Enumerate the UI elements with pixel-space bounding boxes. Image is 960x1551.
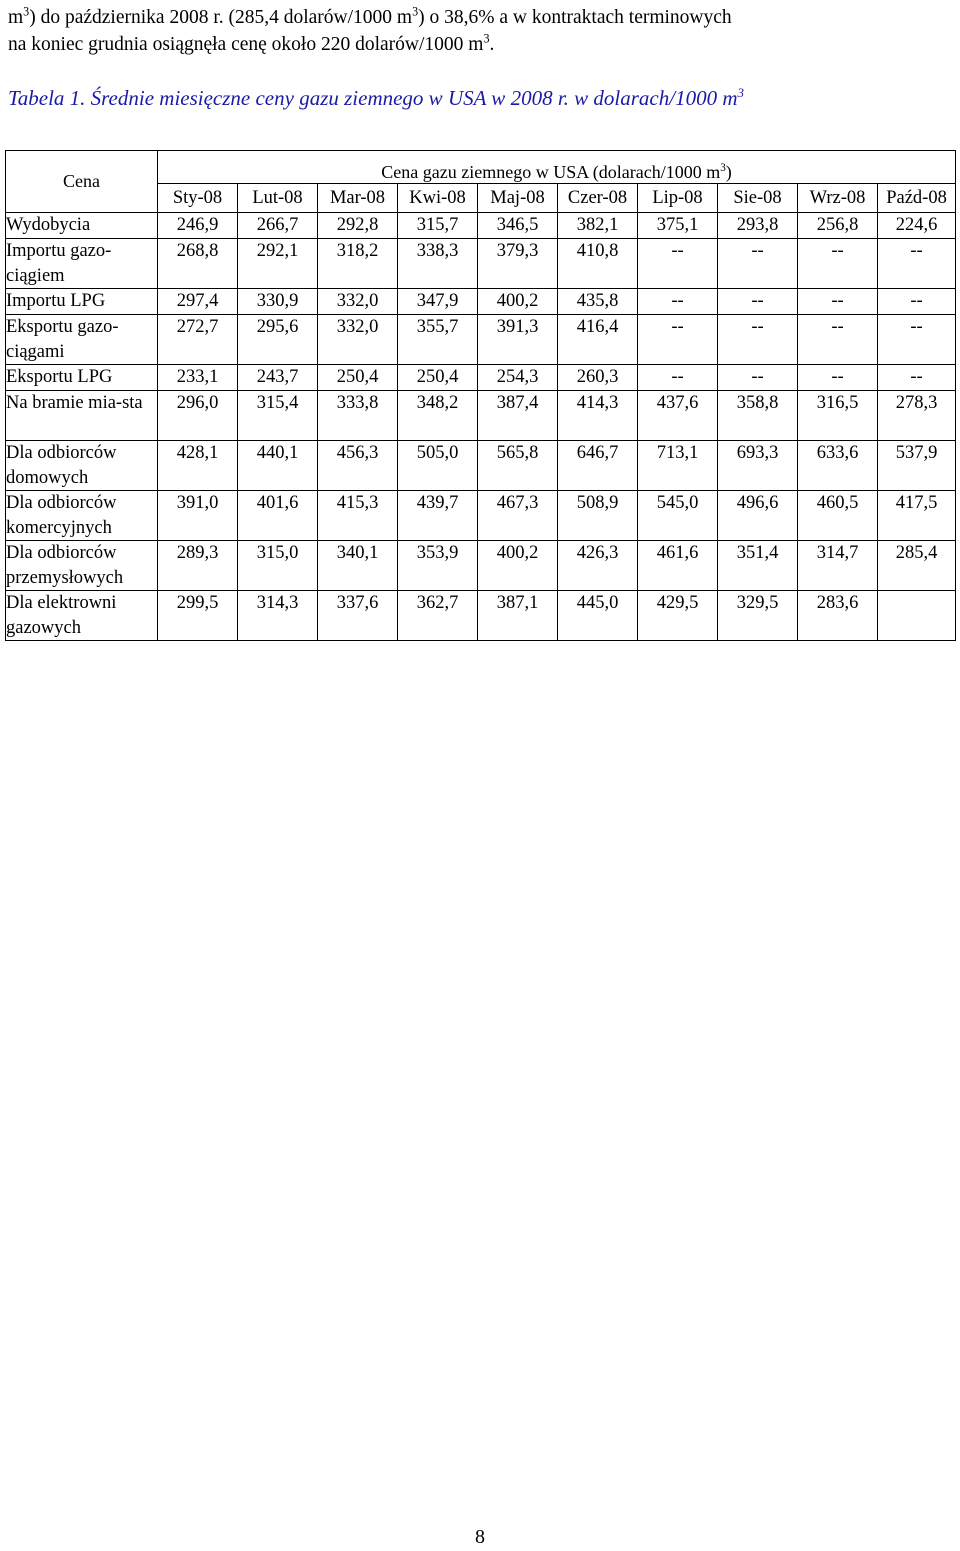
table-row [6,391,956,441]
row-label: Dla elektrowni gazowych [6,591,158,641]
table-cell: 250,4 [398,365,478,391]
table-cell: -- [638,365,718,391]
table-cell: 416,4 [558,315,638,365]
table-cell: 315,7 [398,213,478,239]
table-cell: 353,9 [398,541,478,591]
table-cell [878,591,956,641]
table-cell: 401,6 [238,491,318,541]
table-cell: 318,2 [318,239,398,289]
table-cell: 414,3 [558,391,638,441]
table-cell: 375,1 [638,213,718,239]
table-cell: 496,6 [718,491,798,541]
table-cell: 283,6 [798,591,878,641]
table-cell: 292,8 [318,213,398,239]
table-cell: 348,2 [398,391,478,441]
table-cell: 224,6 [878,213,956,239]
table-row [6,441,956,491]
table-cell: 333,8 [318,391,398,441]
table-cell: 417,5 [878,491,956,541]
table-cell: -- [878,239,956,289]
table-row [6,541,956,591]
month-header: Sty-08 [158,184,238,213]
row-label: Eksportu gazo-ciągami [6,315,158,365]
month-header: Wrz-08 [798,184,878,213]
table-row [6,239,956,289]
table-cell: 460,5 [798,491,878,541]
table-cell: 340,1 [318,541,398,591]
table-cell: 315,4 [238,391,318,441]
table-cell: -- [718,365,798,391]
table-cell: 400,2 [478,541,558,591]
table-body [6,213,956,641]
table-cell: -- [798,315,878,365]
table-caption: Tabela 1. Średnie miesięczne ceny gazu ziemnego w USA w 2008 r. w dolarach/1000 $m^3$ [8,85,745,110]
table-cell: 314,7 [798,541,878,591]
table-cell: 646,7 [558,441,638,491]
intro-paragraph [8,4,958,58]
intro-line-1: $m^3$) do października 2008 r. (285,4 dolarów/1000 $m^3$) o 38,6% a w kontraktach terminowych [8,4,732,28]
table-cell: 285,4 [878,541,956,591]
table-cell: 256,8 [798,213,878,239]
table-cell: 429,5 [638,591,718,641]
table-cell: 545,0 [638,491,718,541]
table-cell: 293,8 [718,213,798,239]
table-cell: -- [718,315,798,365]
table-cell: -- [798,289,878,315]
gas-price-table [5,150,956,641]
table-cell: 272,7 [158,315,238,365]
table-cell: 633,6 [798,441,878,491]
month-header: Paźd-08 [878,184,956,213]
table-cell: 351,4 [718,541,798,591]
row-label: Dla odbiorców przemysłowych [6,541,158,591]
table-cell: 278,3 [878,391,956,441]
table-cell: -- [638,239,718,289]
table-cell: 260,3 [558,365,638,391]
table-cell: -- [718,289,798,315]
table-cell: 410,8 [558,239,638,289]
table-cell: 426,3 [558,541,638,591]
table-cell: 292,1 [238,239,318,289]
table-cell: 437,6 [638,391,718,441]
row-label: Importu gazo-ciągiem [6,239,158,289]
table-cell: 693,3 [718,441,798,491]
table-cell: -- [798,239,878,289]
table-cell: 233,1 [158,365,238,391]
month-header: Lut-08 [238,184,318,213]
table-cell: 355,7 [398,315,478,365]
row-label: Wydobycia [6,213,158,239]
table-cell: -- [638,315,718,365]
table-cell: 387,4 [478,391,558,441]
table-row [6,491,956,541]
table-cell: -- [798,365,878,391]
table-cell: 296,0 [158,391,238,441]
table-cell: 332,0 [318,315,398,365]
table-cell: 299,5 [158,591,238,641]
month-header: Sie-08 [718,184,798,213]
table-cell: 537,9 [878,441,956,491]
table-cell: -- [878,315,956,365]
table-cell: 445,0 [558,591,638,641]
row-label: Eksportu LPG [6,365,158,391]
table-header-row [6,151,956,184]
table-cell: 314,3 [238,591,318,641]
table-cell: 428,1 [158,441,238,491]
table-cell: 330,9 [238,289,318,315]
table-cell: 250,4 [318,365,398,391]
table-cell: 329,5 [718,591,798,641]
table-cell: 254,3 [478,365,558,391]
table-cell: 508,9 [558,491,638,541]
table-cell: 337,6 [318,591,398,641]
row-label: Na bramie mia-sta [6,391,158,441]
table-cell: 415,3 [318,491,398,541]
table-row [6,289,956,315]
table-cell: 713,1 [638,441,718,491]
table-cell: 382,1 [558,213,638,239]
table-cell: 295,6 [238,315,318,365]
table-cell: 338,3 [398,239,478,289]
table-row [6,591,956,641]
row-label: Dla odbiorców komercyjnych [6,491,158,541]
table-cell: 391,0 [158,491,238,541]
table-cell: 387,1 [478,591,558,641]
table-cell: -- [718,239,798,289]
table-cell: 268,8 [158,239,238,289]
table-cell: 346,5 [478,213,558,239]
table-cell: 379,3 [478,239,558,289]
table-row [6,365,956,391]
corner-header: Cena [6,151,158,213]
table-cell: 505,0 [398,441,478,491]
table-cell: 391,3 [478,315,558,365]
table-cell: -- [638,289,718,315]
table-cell: 435,8 [558,289,638,315]
page-number: 8 [475,1526,485,1548]
table-row [6,315,956,365]
month-header: Maj-08 [478,184,558,213]
table-cell: 440,1 [238,441,318,491]
table-cell: 400,2 [478,289,558,315]
row-label: Dla odbiorców domowych [6,441,158,491]
table-cell: 266,7 [238,213,318,239]
table-cell: 439,7 [398,491,478,541]
table-cell: -- [878,289,956,315]
table-cell: 467,3 [478,491,558,541]
table-row [6,213,956,239]
month-header: Lip-08 [638,184,718,213]
month-header: Mar-08 [318,184,398,213]
table-cell: 289,3 [158,541,238,591]
intro-line-2: na koniec grudnia osiągnęła cenę około 220 dolarów/1000 $m^3$. [8,31,495,55]
table-cell: -- [878,365,956,391]
table-cell: 347,9 [398,289,478,315]
group-header: Cena gazu ziemnego w USA (dolarach/1000 $m^3$) [158,151,956,184]
table-cell: 316,5 [798,391,878,441]
table-cell: 332,0 [318,289,398,315]
table-cell: 456,3 [318,441,398,491]
table-cell: 461,6 [638,541,718,591]
month-header: Czer-08 [558,184,638,213]
table-cell: 297,4 [158,289,238,315]
table-cell: 362,7 [398,591,478,641]
table-cell: 358,8 [718,391,798,441]
table-cell: 246,9 [158,213,238,239]
row-label: Importu LPG [6,289,158,315]
month-header: Kwi-08 [398,184,478,213]
table-cell: 565,8 [478,441,558,491]
table-cell: 315,0 [238,541,318,591]
table-cell: 243,7 [238,365,318,391]
